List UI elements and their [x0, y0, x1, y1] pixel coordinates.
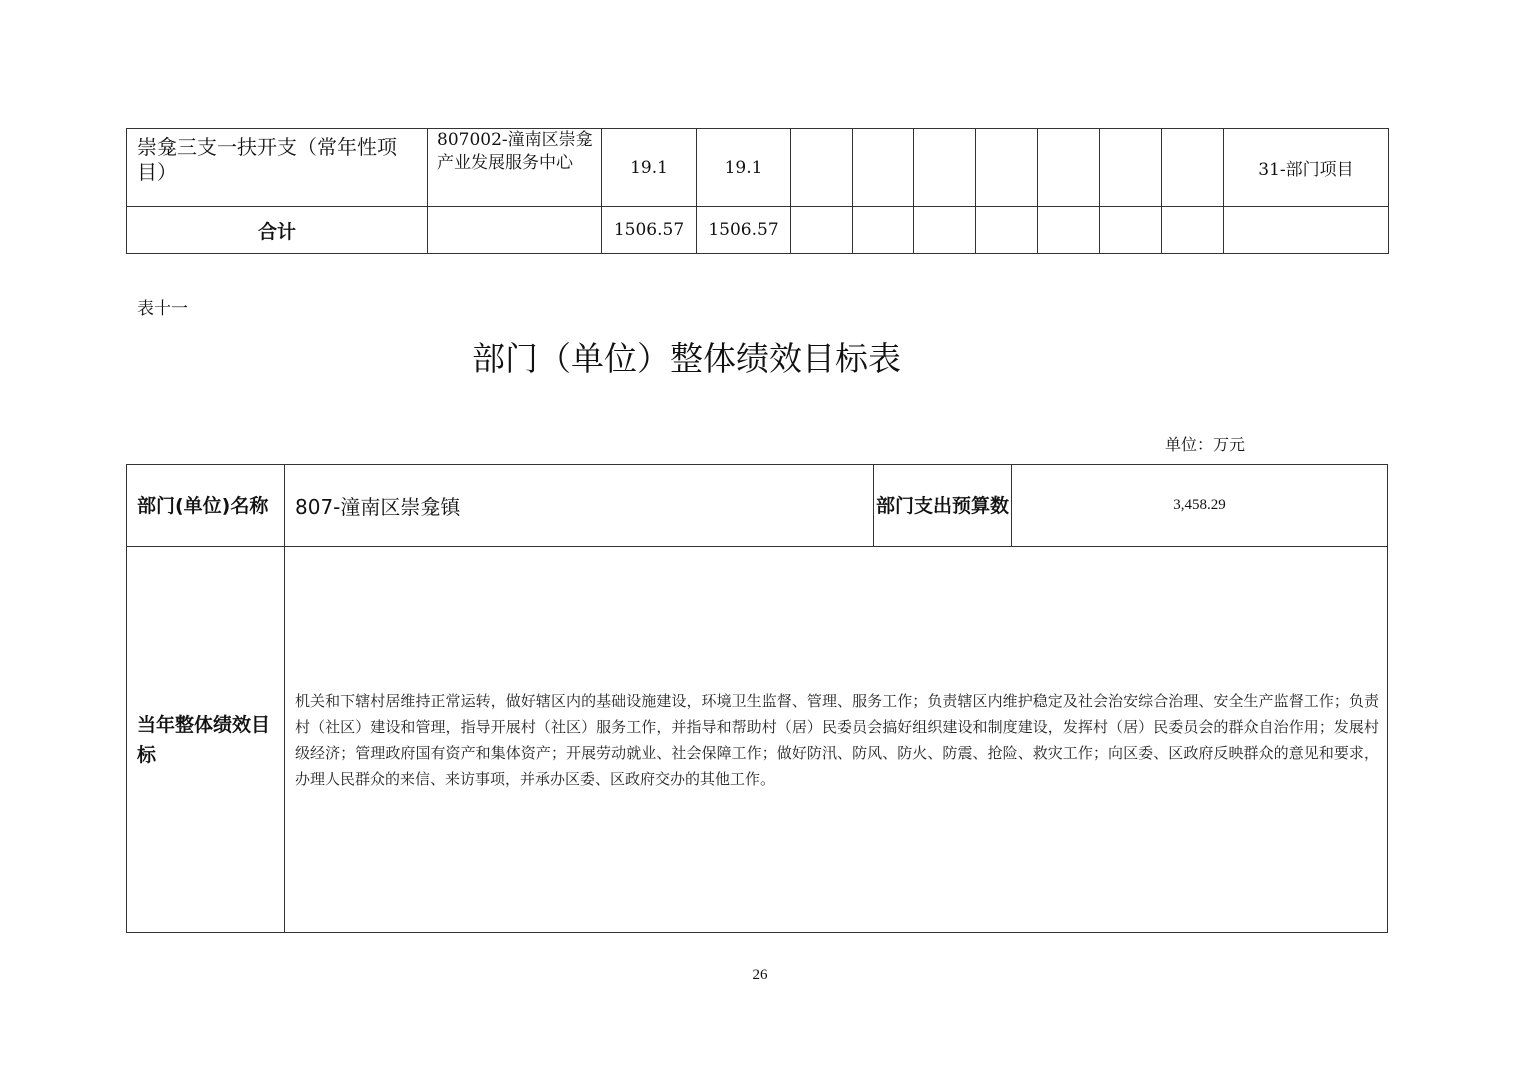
- budget-table: [126, 128, 1389, 254]
- goal-label: 当年整体绩效目标: [127, 547, 285, 933]
- empty-cell: [791, 207, 853, 254]
- empty-cell: [976, 207, 1038, 254]
- empty-cell: [1038, 207, 1100, 254]
- dept-name-value: 807-潼南区崇龛镇: [285, 465, 874, 547]
- table-label: 表十一: [137, 299, 188, 319]
- total-row: [127, 207, 1389, 254]
- grand-amount-cell: 1506.57: [697, 207, 791, 254]
- unit-cell: 807002-潼南区崇龛产业发展服务中心: [428, 129, 602, 207]
- empty-cell: [853, 129, 914, 207]
- empty-cell: [914, 207, 976, 254]
- empty-cell: [1224, 207, 1389, 254]
- empty-cell: [853, 207, 914, 254]
- page-title: 部门（单位）整体绩效目标表: [472, 339, 901, 378]
- goal-row: [127, 547, 1388, 933]
- total-label: 合计: [127, 207, 428, 254]
- total-cell: 19.1: [602, 129, 697, 207]
- budget-label: 部门支出预算数: [874, 465, 1012, 547]
- unit-note: 单位：万元: [1165, 435, 1246, 454]
- page-number: 26: [752, 967, 768, 983]
- empty-cell: [914, 129, 976, 207]
- empty-cell: [428, 207, 602, 254]
- performance-table: [126, 464, 1388, 933]
- dept-name-label: 部门(单位)名称: [127, 465, 285, 547]
- project-name-cell: 崇龛三支一扶开支（常年性项目）: [127, 129, 428, 207]
- empty-cell: [1162, 207, 1224, 254]
- budget-value: 3,458.29: [1012, 465, 1388, 547]
- grand-total-cell: 1506.57: [602, 207, 697, 254]
- empty-cell: [1100, 129, 1162, 207]
- category-cell: 31-部门项目: [1224, 129, 1389, 207]
- empty-cell: [791, 129, 853, 207]
- amount-cell: 19.1: [697, 129, 791, 207]
- goal-text: 机关和下辖村居维持正常运转，做好辖区内的基础设施建设，环境卫生监督、管理、服务工作；负责辖区内维护稳定及社会治安综合治理、安全生产监督工作；负责村（社区）建设和管理，指导开展村（社区）服务工作，并指导和帮助村（居）民委员会搞好组织建设和制度建设，发挥村（居）民委员会的群众自治作用；发展村级经济；管理政府国有资产和集体资产；开展劳动就业、社会保障工作；做好防汛、防风、防火、防震、抢险、救灾工作；向区委、区政府反映群众的意见和要求，办理人民群众的来信、来访事项，并承办区委、区政府交办的其他工作。: [285, 547, 1388, 933]
- dept-row: [127, 465, 1388, 547]
- table-row: [127, 129, 1389, 207]
- empty-cell: [1162, 129, 1224, 207]
- empty-cell: [976, 129, 1038, 207]
- empty-cell: [1100, 207, 1162, 254]
- empty-cell: [1038, 129, 1100, 207]
